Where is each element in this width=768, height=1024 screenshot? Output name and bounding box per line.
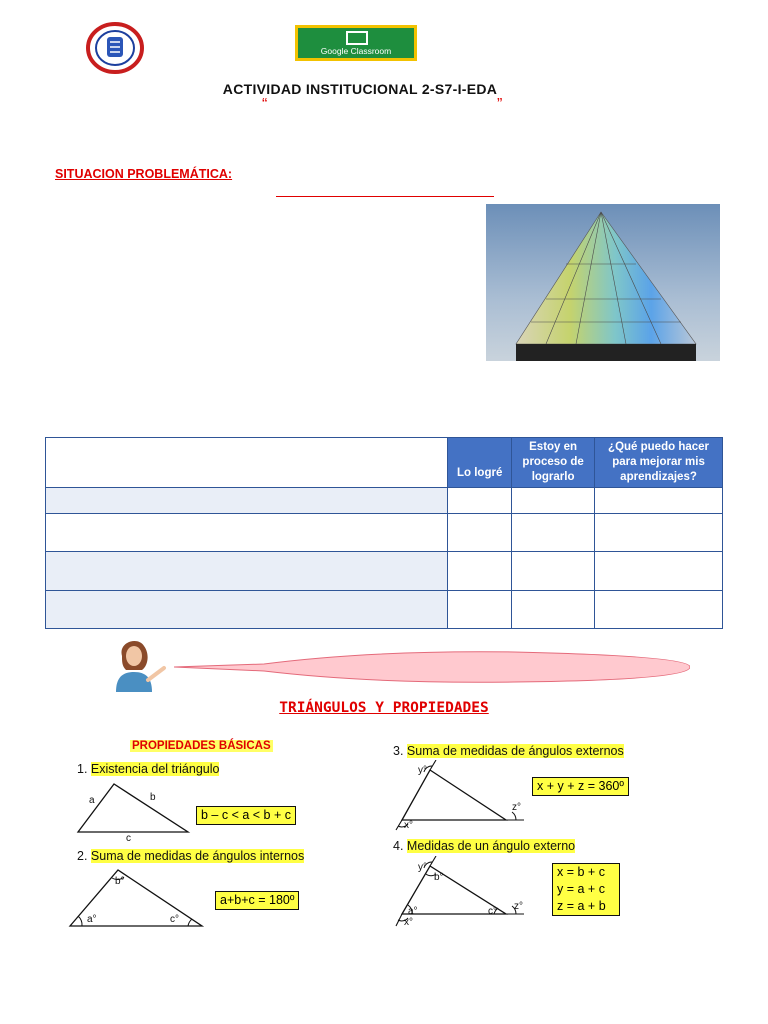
property-2-title — [77, 849, 304, 863]
topic-title: TRIÁNGULOS Y PROPIEDADES — [279, 700, 489, 716]
table-cell[interactable] — [595, 591, 723, 629]
properties-heading: PROPIEDADES BÁSICAS — [132, 740, 271, 752]
property-3-number: 3. — [393, 744, 404, 758]
table-cell[interactable] — [448, 488, 512, 514]
table-header-criteria — [46, 438, 448, 488]
property-2-label: Suma de medidas de ángulos internos — [90, 849, 305, 863]
property-2-number: 2. — [77, 849, 88, 863]
p4-angle-a: a° — [408, 906, 418, 917]
p1-formula: b – c < a < b + c — [196, 806, 296, 825]
page-title: ACTIVIDAD INSTITUCIONAL 2-S7-I-EDA — [222, 81, 498, 97]
table-row — [46, 514, 723, 552]
p3-angle-z: z° — [512, 802, 521, 813]
p4-angle-x: x° — [404, 917, 413, 928]
property-3-title — [393, 744, 624, 758]
triangle-existence-figure — [76, 780, 192, 836]
self-assessment-table — [45, 437, 723, 629]
property-4-number: 4. — [393, 839, 404, 853]
table-cell — [46, 591, 448, 629]
table-cell — [46, 514, 448, 552]
red-underline — [276, 196, 494, 197]
p4-angle-b: b° — [434, 872, 444, 883]
property-1-label: Existencia del triángulo — [90, 762, 220, 776]
glass-pyramid-photo — [486, 204, 720, 361]
p4-formula-2: y = a + c — [557, 882, 605, 896]
table-cell[interactable] — [448, 552, 512, 591]
p2-angle-c: c° — [170, 914, 179, 925]
classroom-board-icon — [346, 31, 368, 45]
table-cell[interactable] — [512, 552, 595, 591]
table-cell[interactable] — [595, 514, 723, 552]
table-row — [46, 552, 723, 591]
table-cell[interactable] — [512, 514, 595, 552]
quote-close: ” — [497, 96, 503, 113]
p1-side-a: a — [89, 795, 95, 806]
p2-formula: a+b+c = 180º — [215, 891, 299, 910]
table-row — [46, 488, 723, 514]
google-classroom-label: Google Classroom — [320, 46, 392, 56]
google-classroom-logo — [295, 25, 417, 61]
p4-angle-y: y° — [418, 862, 427, 873]
table-cell[interactable] — [448, 591, 512, 629]
p3-angle-x: x° — [404, 820, 413, 831]
table-header-lo-logre: Lo logré — [448, 438, 512, 488]
triangle-exterior-angle-figure — [394, 856, 526, 928]
p4-formula-3: z = a + b — [557, 899, 606, 913]
speech-bubble — [174, 650, 690, 684]
table-cell[interactable] — [595, 488, 723, 514]
table-header-mejorar: ¿Qué puedo hacer para mejorar mis aprendizajes? — [595, 438, 723, 488]
teacher-avatar — [108, 636, 168, 692]
property-3-label: Suma de medidas de ángulos externos — [406, 744, 624, 758]
table-cell[interactable] — [512, 591, 595, 629]
p1-side-c: c — [126, 833, 131, 844]
p1-side-b: b — [150, 792, 156, 803]
property-1-number: 1. — [77, 762, 88, 776]
table-cell — [46, 488, 448, 514]
p4-formula-1: x = b + c — [557, 865, 605, 879]
property-1-title — [77, 762, 219, 776]
p4-formulas — [552, 863, 620, 916]
p3-angle-y: y° — [418, 765, 427, 776]
p4-angle-z: z° — [514, 901, 523, 912]
table-row — [46, 591, 723, 629]
table-cell[interactable] — [595, 552, 723, 591]
table-cell[interactable] — [512, 488, 595, 514]
situacion-heading: SITUACION PROBLEMÁTICA: — [55, 167, 233, 181]
property-4-title — [393, 839, 575, 853]
p2-angle-b: b° — [115, 876, 125, 887]
table-cell — [46, 552, 448, 591]
p4-angle-c: c° — [488, 906, 497, 917]
table-cell[interactable] — [448, 514, 512, 552]
p3-formula: x + y + z = 360º — [532, 777, 629, 796]
triangle-exterior-angles-figure — [394, 760, 526, 832]
table-header-en-proceso: Estoy en proceso de lograrlo — [512, 438, 595, 488]
quote-open: “ — [262, 96, 268, 113]
p2-angle-a: a° — [87, 914, 97, 925]
property-4-label: Medidas de un ángulo externo — [406, 839, 576, 853]
school-seal-logo — [86, 22, 144, 74]
